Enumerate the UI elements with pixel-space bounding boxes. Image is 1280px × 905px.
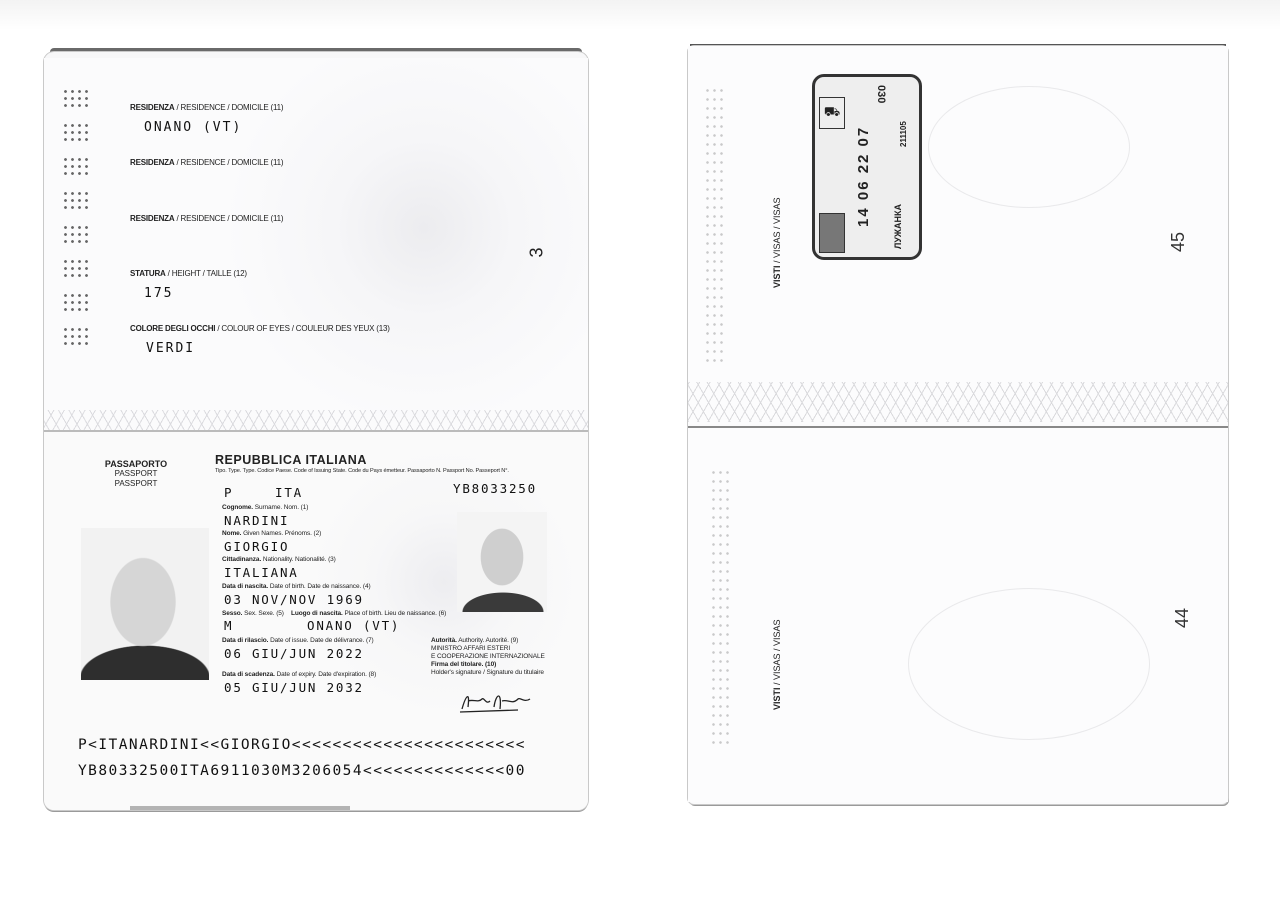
authority-label: Autorità. Authority. Autorité. (9) — [431, 637, 519, 644]
doc-type-en: PASSPORT — [114, 469, 158, 478]
perforation-digit — [62, 326, 92, 348]
border-entry-stamp — [812, 74, 922, 260]
page-3 — [44, 58, 588, 458]
residence-label-2: RESIDENZA / RESIDENCE / DOMICILE (11) — [130, 158, 284, 167]
holder-signature-label-it: Firma del titolare. (10) — [431, 661, 497, 668]
stamp-number: 211105 — [899, 121, 908, 147]
page-number: 3 — [526, 247, 547, 258]
header-labels: Tipo. Type. Type. Codice Paese. Code of Issuing State. Code du Pays émetteur. Passaporto N. Passport No. Passeport N°. — [215, 468, 509, 474]
height-value: 175 — [144, 286, 174, 301]
perforation-number — [62, 88, 102, 408]
perforation-digit — [62, 156, 92, 178]
perforation-digit — [62, 224, 92, 246]
perforation-digit — [62, 292, 92, 314]
signature-image — [458, 687, 544, 715]
eye-colour-label: COLORE DEGLI OCCHI / COLOUR OF EYES / COULEUR DES YEUX (13) — [130, 324, 390, 333]
issue-date-value: 06 GIU/JUN 2022 — [224, 646, 364, 661]
doc-type-fr: PASSPORT — [114, 479, 158, 488]
eye-colour-value: VERDI — [146, 341, 196, 356]
stamp-emblem — [819, 213, 845, 253]
car-icon: ⛟ — [819, 97, 845, 129]
date-of-birth-value: 03 NOV/NOV 1969 — [224, 592, 364, 607]
nationality-label: Cittadinanza. Nationality. Nationalité. (3) — [222, 556, 336, 563]
issuing-country: REPUBBLICA ITALIANA — [215, 453, 367, 467]
perforation-digit — [62, 190, 92, 212]
guilloche-pattern — [688, 382, 1228, 422]
issue-date-label: Data di rilascio. Date of issue. Date de délivrance. (7) — [222, 637, 374, 644]
residence-label-1: RESIDENZA / RESIDENCE / DOMICILE (11) — [130, 103, 284, 112]
document-type — [88, 459, 184, 489]
mrz-line-1: P<ITANARDINI<<GIORGIO<<<<<<<<<<<<<<<<<<<<<<< — [78, 737, 526, 753]
passport-bottom-edge — [130, 806, 350, 810]
height-label: STATURA / HEIGHT / TAILLE (12) — [130, 269, 247, 278]
stamp-place: ЛУЖАНКА — [893, 203, 903, 249]
place-of-birth-value: ONANO (VT) — [307, 618, 401, 633]
page-44 — [688, 428, 1228, 802]
authority-line-2: E COOPERAZIONE INTERNAZIONALE — [431, 653, 545, 660]
perforation-digit — [62, 122, 92, 144]
perforation-number — [704, 86, 726, 366]
page-number: 44 — [1172, 607, 1192, 628]
mrz-line-2: YB80332500ITA6911030M3206054<<<<<<<<<<<<<<00 — [78, 763, 526, 779]
expiry-date-label: Data di scadenza. Date of expiry. Date d'expiration. (8) — [222, 671, 377, 678]
passport-number: YB8033250 — [453, 481, 537, 496]
stamp-code: 030 — [875, 85, 887, 104]
nationality-value: ITALIANA — [224, 565, 299, 580]
right-passport-spread — [688, 46, 1228, 804]
biodata-page — [44, 432, 588, 810]
holder-signature-label: Holder's signature / Signature du titulaire — [431, 669, 544, 676]
country-code: ITA — [275, 485, 303, 500]
residence-label-3: RESIDENZA / RESIDENCE / DOMICILE (11) — [130, 214, 284, 223]
given-names-label: Nome. Given Names. Prénoms. (2) — [222, 530, 322, 537]
doc-type-it: PASSAPORTO — [104, 459, 168, 469]
page-number: 45 — [1168, 231, 1188, 252]
left-passport-spread — [44, 52, 588, 810]
given-names-value: GIORGIO — [224, 539, 290, 554]
holder-photo — [81, 528, 209, 680]
surname-label: Cognome. Surname. Nom. (1) — [222, 504, 309, 511]
perforation-digit — [62, 258, 92, 280]
document-type-code: P — [224, 485, 234, 500]
scan-edge — [0, 0, 1280, 30]
perforation-digit — [62, 88, 92, 110]
holder-ghost-photo — [457, 512, 547, 612]
visas-label: VISTI / VISAS / VISAS — [772, 619, 782, 710]
date-of-birth-label: Data di nascita. Date of birth. Date de naissance. (4) — [222, 583, 371, 590]
stamp-date: 14 06 22 07 — [855, 125, 872, 227]
authority-line-1: MINISTRO AFFARI ESTERI — [431, 645, 511, 652]
sex-value: M — [224, 618, 234, 633]
visas-label: VISTI / VISAS / VISAS — [772, 197, 782, 288]
page-45 — [688, 46, 1228, 424]
sex-label: Sesso. Sex. Sexe. (5) — [222, 610, 284, 617]
faded-stamp — [908, 588, 1150, 740]
residence-value: ONANO (VT) — [144, 120, 243, 135]
surname-value: NARDINI — [224, 513, 290, 528]
expiry-date-value: 05 GIU/JUN 2032 — [224, 680, 364, 695]
faded-stamp — [928, 86, 1130, 208]
perforation-number — [710, 468, 732, 748]
place-of-birth-label: Luogo di nascita. Place of birth. Lieu de naissance. (6) — [291, 610, 447, 617]
